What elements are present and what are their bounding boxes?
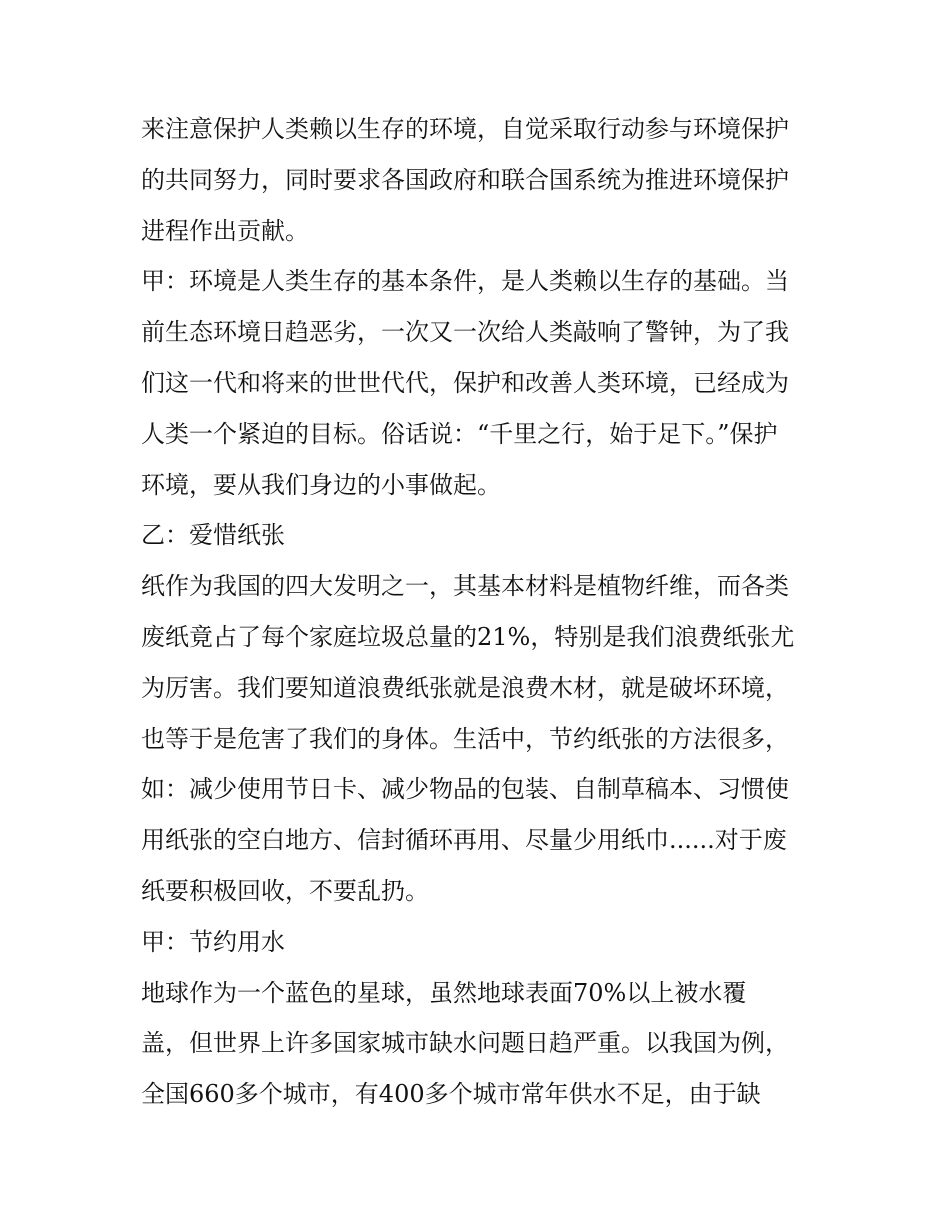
text-line: 来注意保护人类赖以生存的环境，自觉采取行动参与环境保护: [141, 115, 789, 143]
text-line: 盖，但世界上许多国家城市缺水问题日趋严重。以我国为例，: [141, 1029, 789, 1058]
text-line: 为厉害。我们要知道浪费纸张就是浪费木材，就是破坏环境，: [141, 673, 789, 702]
text-line: 地球作为一个蓝色的星球，虽然地球表面70%以上被水覆: [141, 978, 747, 1007]
text-line: 甲：环境是人类生存的基本条件，是人类赖以生存的基础。当: [141, 267, 789, 296]
section-heading: 甲：节约用水: [141, 927, 285, 956]
text-line: 纸要积极回收，不要乱扔。: [141, 876, 429, 905]
text-line: 也等于是危害了我们的身体。生活中，节约纸张的方法很多，: [141, 724, 789, 753]
text-line: 用纸张的空白地方、信封循环再用、尽量少用纸巾......对于废: [141, 826, 787, 855]
text-line: 环境，要从我们身边的小事做起。: [141, 470, 501, 499]
text-line: 人类一个紧迫的目标。俗话说：“千里之行，始于足下。”保护: [141, 419, 778, 448]
text-line: 的共同努力，同时要求各国政府和联合国系统为推进环境保护: [141, 165, 789, 194]
text-line: 如：减少使用节日卡、减少物品的包装、自制草稿本、习惯使: [141, 775, 789, 804]
text-line: 废纸竟占了每个家庭垃圾总量的21%，特别是我们浪费纸张尤: [141, 622, 795, 651]
text-line: 全国660多个城市，有400多个城市常年供水不足，由于缺: [141, 1080, 761, 1109]
text-line: 进程作出贡献。: [141, 216, 309, 245]
section-heading: 乙：爱惜纸张: [141, 521, 285, 550]
text-line: 前生态环境日趋恶劣，一次又一次给人类敲响了警钟，为了我: [141, 318, 789, 347]
document-body: [141, 104, 821, 1120]
text-line: 们这一代和将来的世世代代，保护和改善人类环境，已经成为: [141, 368, 789, 397]
text-line: 纸作为我国的四大发明之一，其基本材料是植物纤维，而各类: [141, 572, 789, 601]
